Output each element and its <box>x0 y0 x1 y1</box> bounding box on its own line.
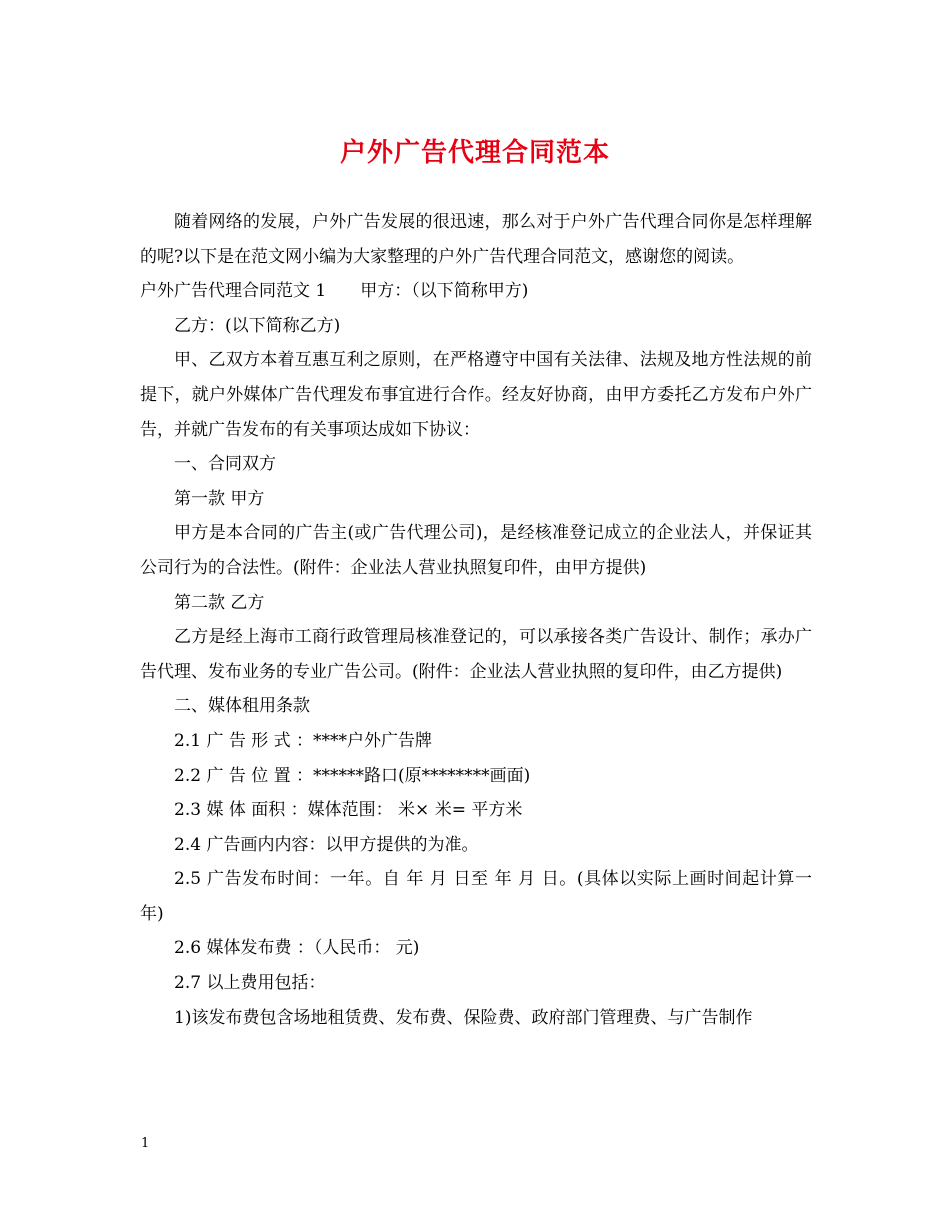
clause-2-6: 2.6 媒体发布费 ：（人民币： 元) <box>174 938 420 959</box>
intro-paragraph: 随着网络的发展，户外广告发展的很迅速，那么对于户外广告代理合同你是怎样理解的呢?以下是在范文网小编为大家整理的户外广告代理合同范文，感谢您的阅读。 <box>140 212 812 267</box>
contract-heading-party-a: 户外广告代理合同范文 1 甲方：（以下简称甲方) <box>140 281 529 302</box>
party-b-line: 乙方：(以下简称乙方) <box>174 315 341 336</box>
clause-2-4: 2.4 广告画内内容：以甲方提供的为准。 <box>174 834 479 855</box>
preamble-paragraph: 甲、乙双方本着互惠互利之原则，在严格遵守中国有关法律、法规及地方性法规的前提下，就户外媒体广告代理发布事宜进行合作。经友好协商，由甲方委托乙方发布户外广告，并就广告发布的有关事项达成如下协议： <box>140 350 812 440</box>
document-body <box>140 205 812 1035</box>
clause-2-7: 2.7 以上费用包括： <box>174 973 326 994</box>
clause-heading-party-b: 第二款 乙方 <box>174 592 265 613</box>
clause-2-7-item-1: 1)该发布费包含场地租赁费、发布费、保险费、政府部门管理费、与广告制作 <box>174 1007 753 1028</box>
clause-2-3: 2.3 媒 体 面积 ：媒体范围： 米× 米= 平方米 <box>174 800 523 821</box>
section-heading-parties: 一、合同双方 <box>174 454 276 475</box>
clause-2-2: 2.2 广 告 位 置 ：******路口(原********画面) <box>174 765 531 786</box>
party-a-description: 甲方是本合同的广告主(或广告代理公司)，是经核准登记成立的企业法人，并保证其公司行为的合法性。(附件：企业法人营业执照复印件，由甲方提供) <box>140 523 812 578</box>
clause-2-5: 2.5 广告发布时间：一年。自 年 月 日至 年 月 日。(具体以实际上画时间起计算一年) <box>140 869 812 924</box>
page-number: 1 <box>141 1136 150 1151</box>
section-heading-media-terms: 二、媒体租用条款 <box>174 696 310 717</box>
clause-2-1: 2.1 广 告 形 式 ：****户外广告牌 <box>174 730 433 751</box>
party-b-description: 乙方是经上海市工商行政管理局核准登记的，可以承接各类广告设计、制作；承办广告代理、发布业务的专业广告公司。(附件：企业法人营业执照的复印件，由乙方提供) <box>140 627 812 682</box>
document-title: 户外广告代理合同范本 <box>339 138 610 168</box>
clause-heading-party-a: 第一款 甲方 <box>174 488 265 509</box>
